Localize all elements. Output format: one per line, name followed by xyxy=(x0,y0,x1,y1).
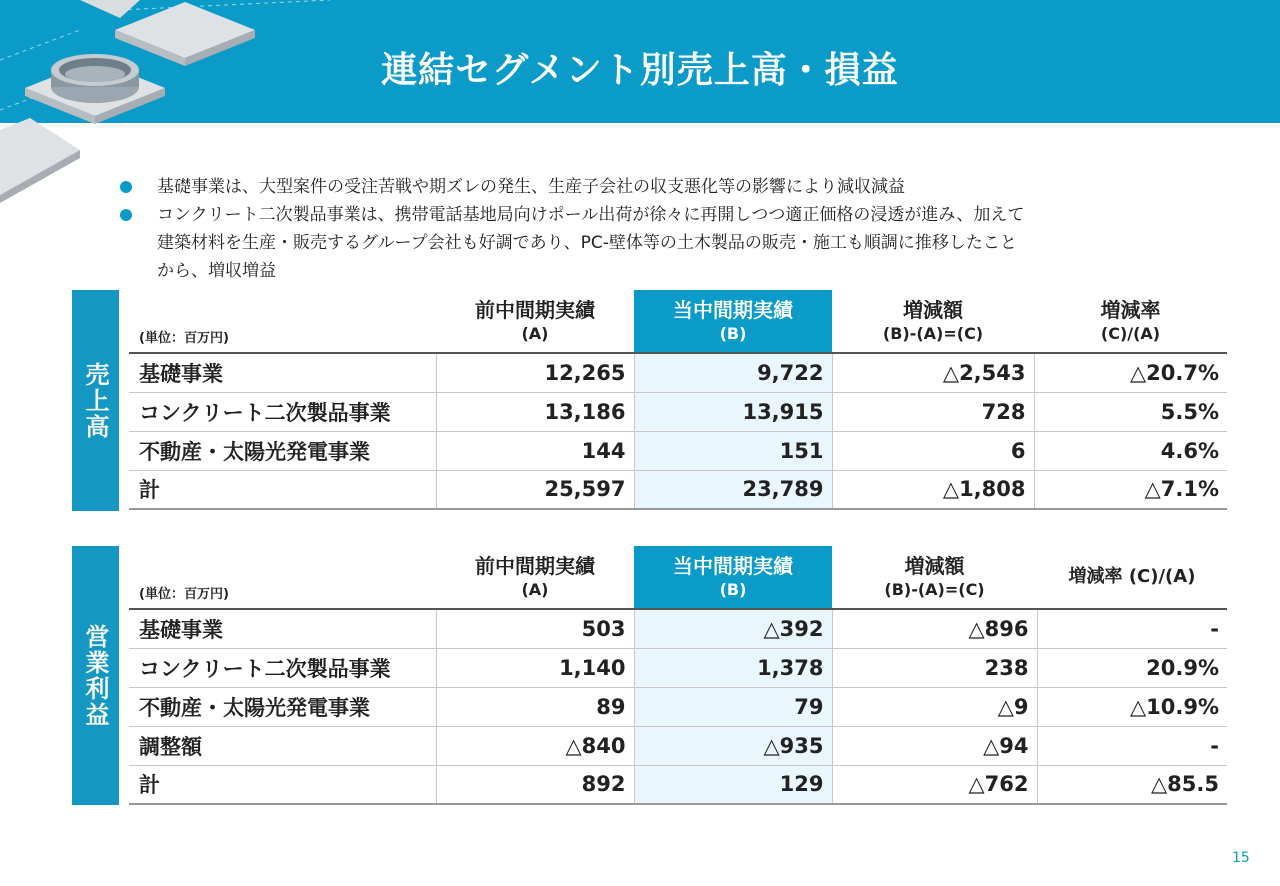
segment-name: 計 xyxy=(129,470,436,509)
profit-side-label: 営業利益 xyxy=(72,546,119,805)
prev-value: 13,186 xyxy=(436,392,634,431)
bullet-line: コンクリート二次製品事業は、携帯電話基地局向けポール出荷が徐々に再開しつつ適正価格の浸透が進み、加えて xyxy=(157,205,1025,225)
header-change-rate: 増減率 (C)/(A) xyxy=(1037,546,1227,609)
segment-name: 不動産・太陽光発電事業 xyxy=(129,431,436,470)
prev-value: 1,140 xyxy=(436,648,634,687)
change-rate: 20.9% xyxy=(1037,648,1227,687)
sales-side-label: 売上高 xyxy=(72,290,119,511)
current-value: 129 xyxy=(634,765,832,804)
change-value: △94 xyxy=(832,726,1037,765)
page-title: 連結セグメント別売上高・損益 xyxy=(381,50,899,91)
current-value: 9,722 xyxy=(634,353,832,392)
bullet-line: から、増収増益 xyxy=(157,261,276,281)
prev-value: 144 xyxy=(436,431,634,470)
bullet-dot-icon xyxy=(120,209,132,221)
header-change-amount: 増減額 (B)-(A)=(C) xyxy=(832,290,1034,353)
table-row xyxy=(129,648,1227,687)
change-value: △9 xyxy=(832,687,1037,726)
bullet-item xyxy=(120,201,1180,285)
change-value: 728 xyxy=(832,392,1034,431)
header-prev-period: 前中間期実績 (A) xyxy=(436,546,634,609)
current-value: 151 xyxy=(634,431,832,470)
segment-name: 計 xyxy=(129,765,436,804)
segment-name: 調整額 xyxy=(129,726,436,765)
table-row xyxy=(129,392,1227,431)
table-row xyxy=(129,726,1227,765)
table-row xyxy=(129,609,1227,648)
segment-name: 基礎事業 xyxy=(129,609,436,648)
segment-name: コンクリート二次製品事業 xyxy=(129,648,436,687)
bullet-line: 建築材料を生産・販売するグループ会社も好調であり、PC-壁体等の土木製品の販売・施工も順調に推移したこと xyxy=(157,233,1017,253)
change-rate: △10.9% xyxy=(1037,687,1227,726)
current-value: △392 xyxy=(634,609,832,648)
table-row xyxy=(129,431,1227,470)
header-current-period: 当中間期実績 (B) xyxy=(634,546,832,609)
current-value: △935 xyxy=(634,726,832,765)
change-rate: 5.5% xyxy=(1034,392,1227,431)
profit-table xyxy=(129,546,1227,805)
change-rate: - xyxy=(1037,726,1227,765)
unit-label: (単位：百万円) xyxy=(129,290,436,353)
prev-value: 12,265 xyxy=(436,353,634,392)
segment-name: コンクリート二次製品事業 xyxy=(129,392,436,431)
bullet-list xyxy=(120,173,1180,285)
header-prev-period: 前中間期実績 (A) xyxy=(436,290,634,353)
bullet-item xyxy=(120,173,1180,201)
header-change-amount: 増減額 (B)-(A)=(C) xyxy=(832,546,1037,609)
change-value: △2,543 xyxy=(832,353,1034,392)
current-value: 79 xyxy=(634,687,832,726)
change-value: 238 xyxy=(832,648,1037,687)
sales-table xyxy=(129,290,1227,510)
bullet-line: 基礎事業は、大型案件の受注苦戦や期ズレの発生、生産子会社の収支悪化等の影響により減収減益 xyxy=(157,177,905,197)
table-row xyxy=(129,353,1227,392)
prev-value: 89 xyxy=(436,687,634,726)
segment-name: 不動産・太陽光発電事業 xyxy=(129,687,436,726)
prev-value: 503 xyxy=(436,609,634,648)
change-rate: △7.1% xyxy=(1034,470,1227,509)
header-change-rate: 増減率 (C)/(A) xyxy=(1034,290,1227,353)
table-header-row xyxy=(129,546,1227,609)
header-current-period: 当中間期実績 (B) xyxy=(634,290,832,353)
change-value: △762 xyxy=(832,765,1037,804)
table-row-total xyxy=(129,765,1227,804)
page-number: 15 xyxy=(1232,850,1250,866)
bullet-dot-icon xyxy=(120,181,132,193)
prev-value: 25,597 xyxy=(436,470,634,509)
change-rate: △20.7% xyxy=(1034,353,1227,392)
current-value: 13,915 xyxy=(634,392,832,431)
change-value: △896 xyxy=(832,609,1037,648)
current-value: 23,789 xyxy=(634,470,832,509)
table-row-total xyxy=(129,470,1227,509)
current-value: 1,378 xyxy=(634,648,832,687)
change-rate: - xyxy=(1037,609,1227,648)
change-value: 6 xyxy=(832,431,1034,470)
prev-value: 892 xyxy=(436,765,634,804)
change-rate: △85.5 xyxy=(1037,765,1227,804)
unit-label: (単位：百万円) xyxy=(129,546,436,609)
prev-value: △840 xyxy=(436,726,634,765)
table-header-row xyxy=(129,290,1227,353)
segment-name: 基礎事業 xyxy=(129,353,436,392)
change-value: △1,808 xyxy=(832,470,1034,509)
change-rate: 4.6% xyxy=(1034,431,1227,470)
table-row xyxy=(129,687,1227,726)
